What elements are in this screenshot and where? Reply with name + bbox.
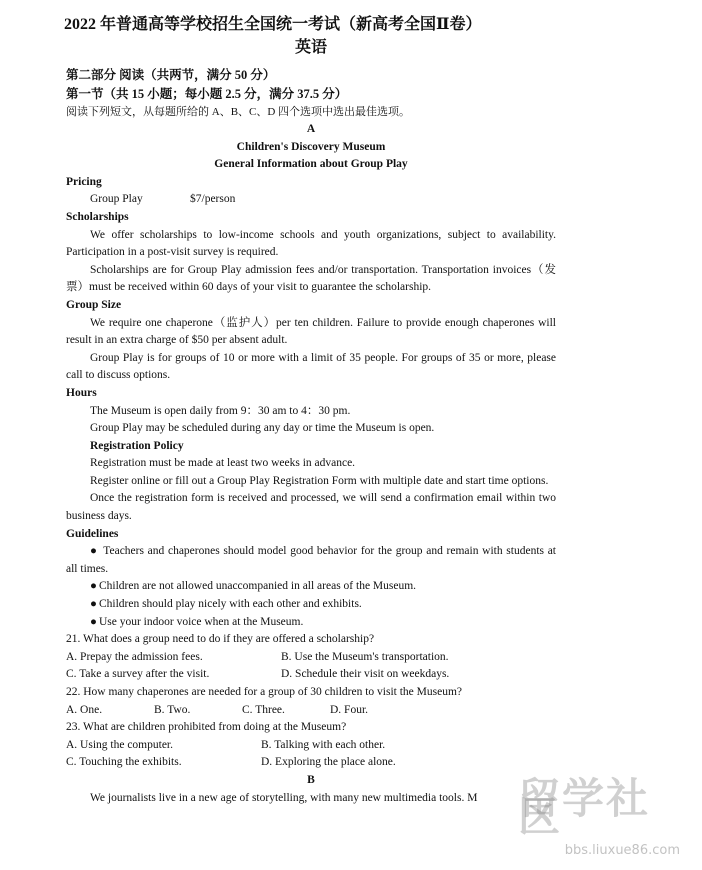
group-size-paragraph-1: We require one chaperone（监护人）per ten children. Failure to provide enough chaperones will result in an extra charge of $50 per absent adult. <box>66 316 556 347</box>
question-21-options <box>66 649 556 667</box>
option-d: D. Exploring the place alone. <box>261 756 396 769</box>
scholarships-paragraph-2: Scholarships are for Group Play admission fees and/or transportation. Transportation invoices（发票）must be received within 60 days of your visit to guarantee the scholarship. <box>66 263 556 294</box>
passage-b-letter: B <box>307 773 315 786</box>
passage-a-letter: A <box>306 123 316 135</box>
pricing-label: Group Play <box>90 193 143 206</box>
question-21-options <box>66 666 556 684</box>
instruction-text: 阅读下列短文，从每题所给的 A、B、C、D 四个选项中选出最佳选项。 <box>66 106 411 118</box>
passage-a-subtitle: General Information about Group Play <box>214 158 408 171</box>
group-size-heading: Group Size <box>66 298 122 311</box>
exam-page <box>66 14 556 807</box>
hours-paragraph-2: Group Play may be scheduled during any day or time the Museum is open. <box>90 422 435 435</box>
scholarships-paragraph-1: We offer scholarships to low-income schools and youth organizations, subject to availability. Participation in a post-visit survey is required. <box>66 228 556 259</box>
guideline-item: ● Use your indoor voice when at the Museum. <box>66 614 556 632</box>
pricing-row <box>66 191 556 209</box>
watermark-logo-text: 留学社区 <box>518 774 651 841</box>
guideline-item: ● Children should play nicely with each other and exhibits. <box>66 596 556 614</box>
guideline-item: ● Teachers and chaperones should model good behavior for the group and remain with students at all times. <box>66 543 556 578</box>
registration-paragraph-3: Once the registration form is received and processed, we will send a confirmation email within two business days. <box>66 492 556 523</box>
exam-title: 2022 年普通高等学校招生全国统一考试（新高考全国Ⅱ卷） <box>64 16 482 33</box>
question-21-stem: 21. What does a group need to do if they are offered a scholarship? <box>66 633 375 646</box>
option-c: C. Touching the exhibits. <box>66 756 182 769</box>
section-heading: 第一节（共 15 小题；每小题 2.5 分，满分 37.5 分） <box>66 87 348 101</box>
passage-a-title: Children's Discovery Museum <box>236 140 386 153</box>
guidelines-heading: Guidelines <box>66 527 119 540</box>
option-d: D. Schedule their visit on weekdays. <box>281 668 450 681</box>
pricing-heading: Pricing <box>66 175 102 188</box>
option-a: A. One. <box>66 703 103 716</box>
question-22-stem: 22. How many chaperones are needed for a group of 30 children to visit the Museum? <box>66 686 462 698</box>
hours-heading: Hours <box>66 386 97 399</box>
question-22-options <box>66 702 556 720</box>
option-a: A. Using the computer. <box>66 738 173 751</box>
pricing-value: $7/person <box>190 193 236 206</box>
question-23-options <box>66 754 556 772</box>
guideline-item: ● Children are not allowed unaccompanied in all areas of the Museum. <box>66 578 556 596</box>
passage-b-first-line: We journalists live in a new age of storytelling, with many new multimedia tools. M <box>90 791 478 804</box>
option-b: B. Use the Museum's transportation. <box>281 650 449 663</box>
option-a: A. Prepay the admission fees. <box>66 650 203 663</box>
group-size-paragraph-2: Group Play is for groups of 10 or more with a limit of 35 people. For groups of 35 or more, please call to discuss options. <box>66 351 556 382</box>
option-b: B. Talking with each other. <box>261 738 386 751</box>
watermark-url: bbs.liuxue86.com <box>564 843 680 859</box>
exam-subject: 英语 <box>294 39 327 56</box>
question-23-stem: 23. What are children prohibited from doing at the Museum? <box>66 721 347 734</box>
part-heading: 第二部分 阅读（共两节，满分 50 分） <box>66 68 276 82</box>
scholarships-heading: Scholarships <box>66 210 129 223</box>
registration-heading: Registration Policy <box>90 439 184 452</box>
registration-paragraph-2: Register online or fill out a Group Play Registration Form with multiple date and start time options. <box>90 474 549 487</box>
question-23-options <box>66 737 556 755</box>
registration-paragraph-1: Registration must be made at least two weeks in advance. <box>90 457 356 470</box>
option-c: C. Three. <box>242 703 285 716</box>
hours-paragraph-1: The Museum is open daily from 9：30 am to 4：30 pm. <box>90 404 351 417</box>
option-b: B. Two. <box>154 703 191 716</box>
site-watermark <box>518 774 688 862</box>
option-d: D. Four. <box>330 703 369 716</box>
option-c: C. Take a survey after the visit. <box>66 668 210 681</box>
